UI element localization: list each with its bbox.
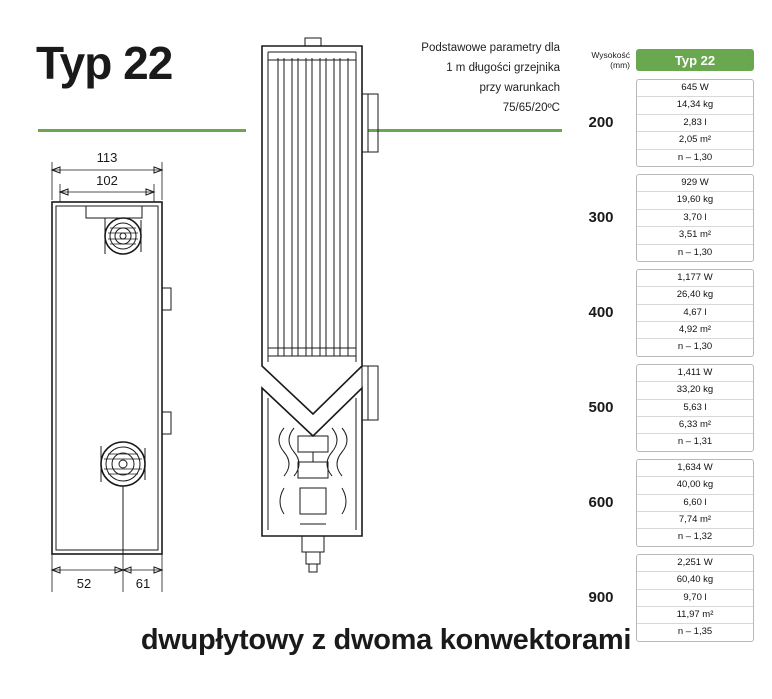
value-power: 645 W <box>637 80 753 97</box>
conditions-line-2: 1 m długości grzejnika <box>446 62 560 75</box>
row-height-label: 900 <box>588 589 614 607</box>
page-caption: dwupłytowy z dwoma konwektorami <box>140 624 632 656</box>
value-volume: 4,67 l <box>637 305 753 322</box>
value-power: 1,411 W <box>637 365 753 382</box>
radiator-profile-drawing <box>250 36 400 596</box>
value-exponent: n – 1,30 <box>677 341 713 353</box>
table-row <box>572 269 754 357</box>
page-title: Typ 22 <box>36 37 173 89</box>
row-height-label: 200 <box>588 114 614 132</box>
row-height-label: 300 <box>588 209 614 227</box>
dimension-width-inner: 102 <box>96 173 118 188</box>
conditions-line-1: Podstawowe parametry dla <box>421 42 560 54</box>
row-values <box>636 459 754 547</box>
row-height-label: 500 <box>588 399 614 417</box>
value-power: 2,251 W <box>637 555 753 572</box>
value-power: 1,634 W <box>637 460 753 477</box>
value-power: 929 W <box>637 175 753 192</box>
value-weight: 60,40 kg <box>637 572 753 589</box>
row-height-label: 600 <box>588 494 614 512</box>
row-height-label: 400 <box>588 304 614 322</box>
conditions-line-4: 75/65/20ºC <box>502 102 560 115</box>
value-exponent: n – 1,35 <box>677 626 713 638</box>
title-underline-rule <box>38 129 246 132</box>
table-row <box>572 79 754 167</box>
value-power: 1,177 W <box>637 270 753 287</box>
value-exponent: n – 1,32 <box>677 531 713 543</box>
row-values <box>636 269 754 357</box>
value-exponent: n – 1,31 <box>677 436 713 448</box>
value-weight: 14,34 kg <box>637 97 753 114</box>
type-column-header: Typ 22 <box>636 49 754 71</box>
dimension-depth-right: 61 <box>135 576 151 591</box>
value-exponent: n – 1,30 <box>677 246 713 258</box>
radiator-front-section-drawing <box>30 140 240 590</box>
value-weight: 19,60 kg <box>637 192 753 209</box>
dimension-depth-left: 52 <box>76 576 92 591</box>
value-volume: 5,63 l <box>637 400 753 417</box>
row-values <box>636 79 754 167</box>
value-area: 4,92 m² <box>637 322 753 339</box>
conditions-line-3: przy warunkach <box>479 82 560 95</box>
value-volume: 6,60 l <box>637 495 753 512</box>
value-weight: 33,20 kg <box>637 382 753 399</box>
table-row <box>572 174 754 262</box>
value-weight: 40,00 kg <box>637 477 753 494</box>
table-header-row <box>572 48 754 72</box>
height-column-header: Wysokość (mm) <box>591 50 630 70</box>
value-weight: 26,40 kg <box>637 287 753 304</box>
value-area: 3,51 m² <box>637 227 753 244</box>
row-values <box>636 364 754 452</box>
value-area: 11,97 m² <box>637 607 753 624</box>
value-area: 6,33 m² <box>637 417 753 434</box>
value-area: 2,05 m² <box>637 132 753 149</box>
value-volume: 2,83 l <box>637 115 753 132</box>
table-row <box>572 459 754 547</box>
parameters-table <box>572 48 754 642</box>
value-volume: 3,70 l <box>637 210 753 227</box>
value-area: 7,74 m² <box>637 512 753 529</box>
dimension-width-total: 113 <box>96 150 118 165</box>
table-row <box>572 364 754 452</box>
row-values <box>636 174 754 262</box>
value-exponent: n – 1,30 <box>677 151 713 163</box>
value-volume: 9,70 l <box>637 590 753 607</box>
